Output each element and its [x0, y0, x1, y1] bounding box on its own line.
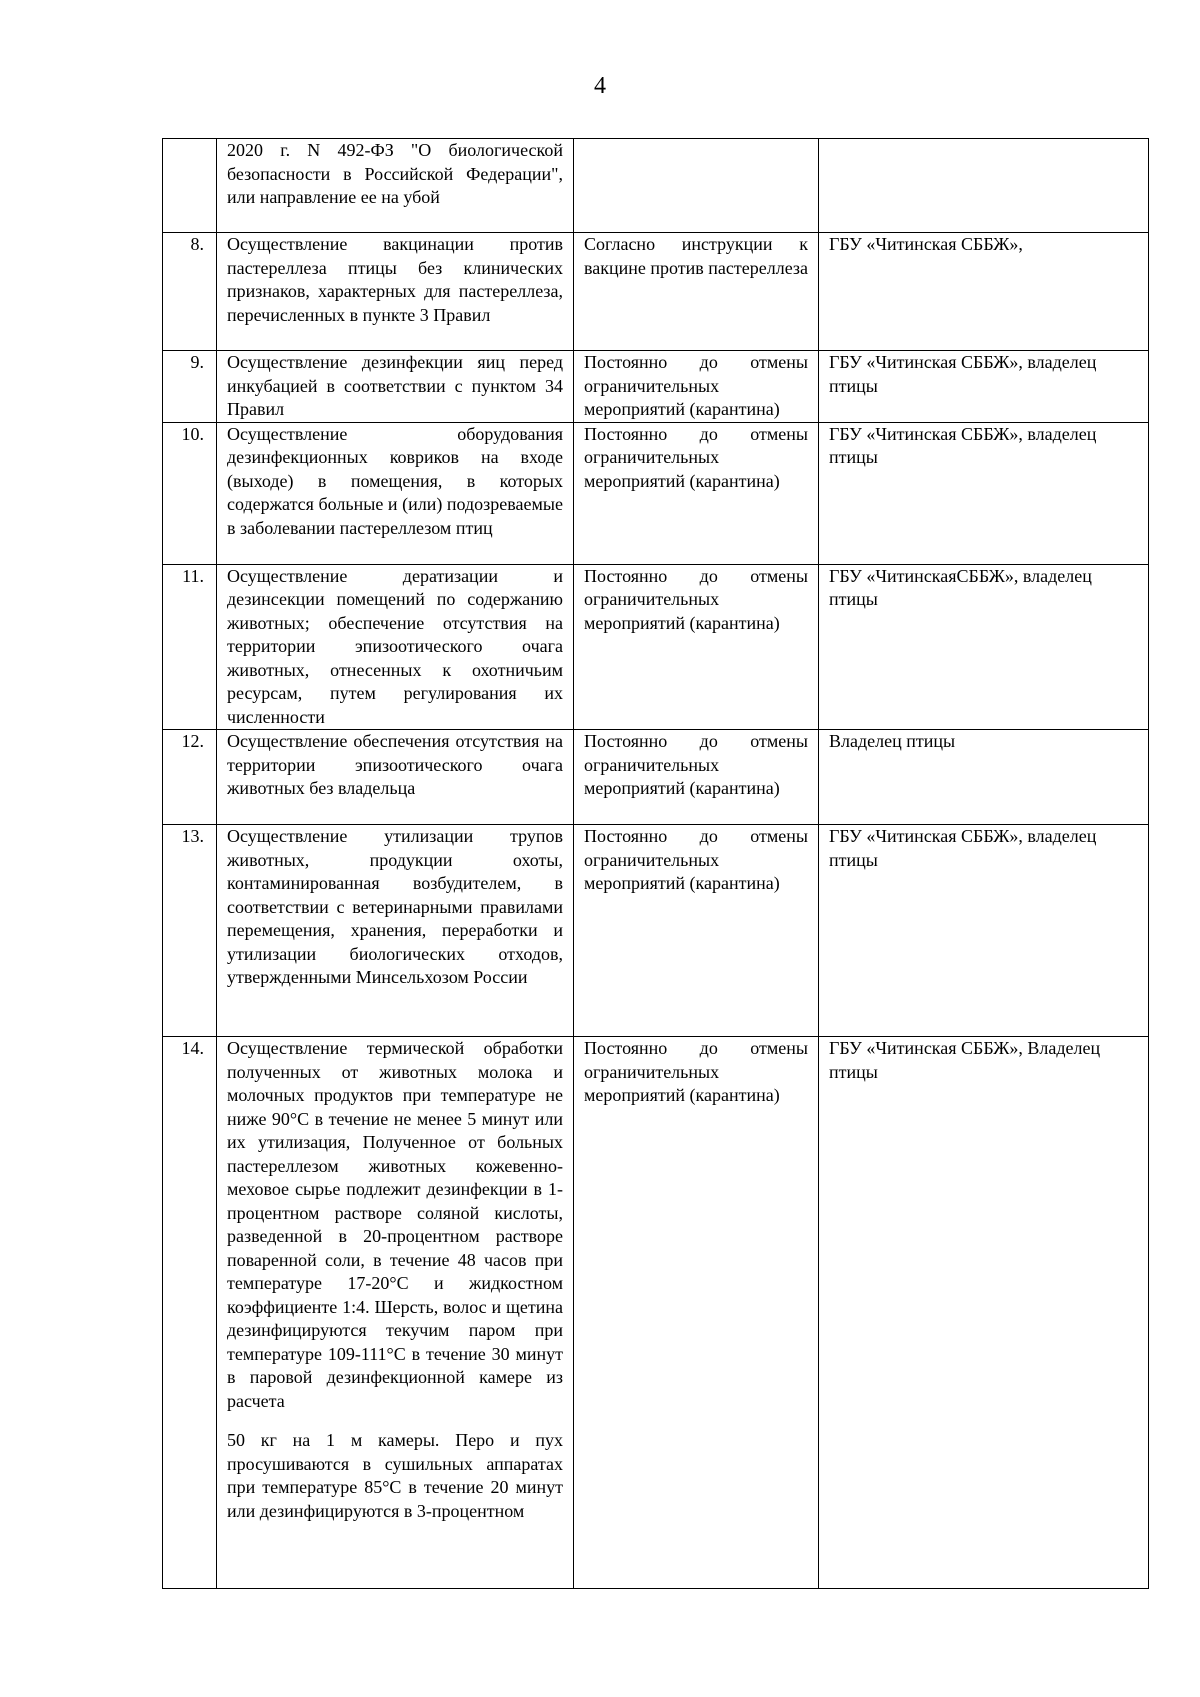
table-row	[163, 1037, 1149, 1589]
table-row	[163, 825, 1149, 1037]
term-text: Постоянно до отмены ограничительных мероприятий (карантина)	[574, 351, 819, 423]
measure-text: Осуществление вакцинации против пастереллеза птицы без клинических признаков, характерных для пастереллеза, перечисленных в пункте 3 Правил	[217, 233, 574, 351]
measure-text: Осуществление термической обработки полученных от животных молока и молочных продуктов при температуре не ниже 90°С в течение не менее 5 минут или их утилизация, Полученное от больных пастереллезом животных кожевенно-меховое сырье подлежит дезинфекции в 1-процентном растворе соляной кислоты, разведенной в 20-процентном растворе поваренной соли, в течение 48 часов при температуре 17-20°С и жидкостном коэффициенте 1:4. Шерсть, волос и щетина дезинфицируются текучим паром при температуре 109-111°С в течение 30 минут в паровой дезинфекционной камере из расчета	[227, 1038, 563, 1411]
row-number: 8.	[163, 233, 217, 351]
term-text	[574, 139, 819, 233]
row-number: 9.	[163, 351, 217, 423]
table-row	[163, 422, 1149, 564]
measure-cell	[217, 1037, 574, 1589]
table-row	[163, 139, 1149, 233]
responsible-text: ГБУ «Читинская СББЖ», владелец птицы	[819, 351, 1149, 423]
row-number: 12.	[163, 730, 217, 825]
term-text: Постоянно до отмены ограничительных мероприятий (карантина)	[574, 422, 819, 564]
measure-text: Осуществление дезинфекции яиц перед инкубацией в соответствии с пунктом 34 Правил	[217, 351, 574, 423]
term-text: Постоянно до отмены ограничительных мероприятий (карантина)	[574, 825, 819, 1037]
responsible-text: ГБУ «Читинская СББЖ», владелец птицы	[819, 422, 1149, 564]
row-number: 13.	[163, 825, 217, 1037]
measure-text: Осуществление дератизации и дезинсекции помещений по содержанию животных; обеспечение отсутствия на территории эпизоотического очага животных, отнесенных к охотничьим ресурсам, путем регулирования их численности	[217, 564, 574, 730]
measure-text: Осуществление оборудования дезинфекционных ковриков на входе (выходе) в помещения, в которых содержатся больные и (или) подозреваемые в заболевании пастереллезом птиц	[217, 422, 574, 564]
responsible-text: ГБУ «Читинская СББЖ», Владелец птицы	[819, 1037, 1149, 1589]
responsible-text: ГБУ «ЧитинскаяСББЖ», владелец птицы	[819, 564, 1149, 730]
responsible-text	[819, 139, 1149, 233]
table-row	[163, 730, 1149, 825]
row-number	[163, 139, 217, 233]
term-text: Постоянно до отмены ограничительных мероприятий (карантина)	[574, 1037, 819, 1589]
table-row	[163, 564, 1149, 730]
row-number: 14.	[163, 1037, 217, 1589]
term-text: Постоянно до отмены ограничительных мероприятий (карантина)	[574, 564, 819, 730]
table-row	[163, 233, 1149, 351]
table-row	[163, 351, 1149, 423]
responsible-text: ГБУ «Читинская СББЖ», владелец птицы	[819, 825, 1149, 1037]
measure-text-continued: 50 кг на 1 м камеры. Перо и пух просушиваются в сушильных аппаратах при температуре 85°С в течение 20 минут или дезинфицируются в 3-процентном	[227, 1430, 563, 1521]
row-number: 10.	[163, 422, 217, 564]
row-number: 11.	[163, 564, 217, 730]
page-number: 4	[594, 73, 606, 99]
measure-text: 2020 г. N 492-ФЗ "О биологической безопасности в Российской Федерации", или направление ее на убой	[217, 139, 574, 233]
term-text: Постоянно до отмены ограничительных мероприятий (карантина)	[574, 730, 819, 825]
responsible-text: ГБУ «Читинская СББЖ»,	[819, 233, 1149, 351]
responsible-text: Владелец птицы	[819, 730, 1149, 825]
measure-text: Осуществление утилизации трупов животных, продукции охоты, контаминированная возбудителем, в соответствии с ветеринарными правилами перемещения, хранения, переработки и утилизации биологических отходов, утвержденными Минсельхозом России	[217, 825, 574, 1037]
measure-text: Осуществление обеспечения отсутствия на территории эпизоотического очага животных без владельца	[217, 730, 574, 825]
measures-table	[162, 138, 1149, 1589]
term-text: Согласно инструкции к вакцине против пастереллеза	[574, 233, 819, 351]
